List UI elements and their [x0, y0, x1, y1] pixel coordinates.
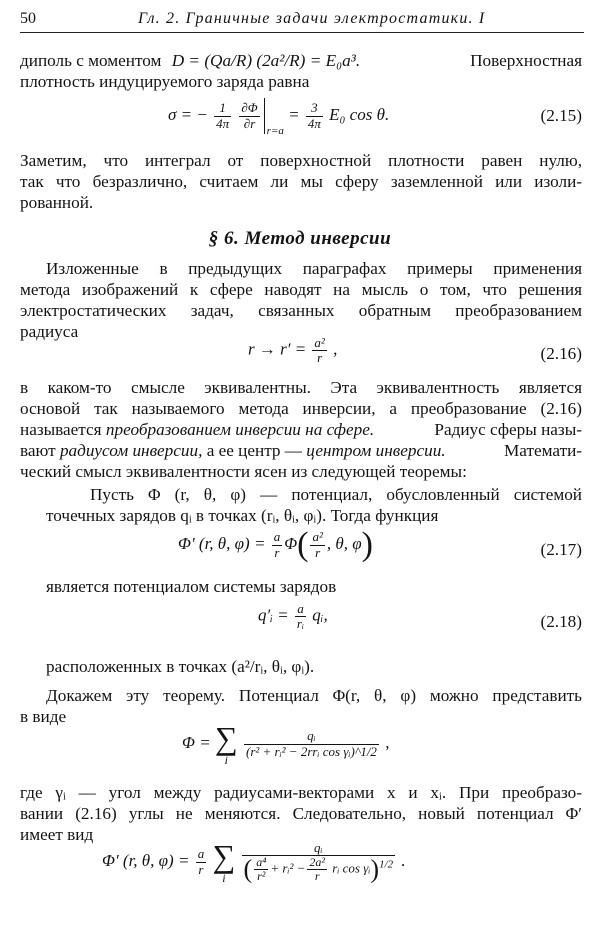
paragraph-line: Докажем эту теорему. Потенциал Φ(r, θ, φ) можно представить: [46, 686, 582, 705]
numerator: ∂Φ: [241, 100, 258, 116]
text-span: а ее центр —: [206, 441, 302, 460]
eq-lhs: Φ′ (r, θ, φ) =: [102, 850, 190, 870]
equals: =: [288, 104, 300, 124]
fraction: [272, 530, 283, 560]
eq-lhs: σ = −: [168, 104, 208, 124]
equation-potential-sum: [182, 722, 389, 766]
numerator: a: [197, 846, 205, 862]
numerator: a⁴: [256, 854, 267, 869]
fraction: [307, 856, 327, 883]
numerator: 3: [306, 101, 323, 116]
eq-lhs: q′ᵢ =: [258, 605, 289, 625]
paragraph-line: плотность индуцируемого заряда равна: [20, 72, 310, 91]
denominator: r: [317, 350, 323, 366]
paragraph-line: где γᵢ — угол между радиусами-векторами x и xᵢ. При преобразо-: [20, 783, 582, 802]
paragraph-line: радиуса: [20, 322, 79, 341]
numerator: a: [273, 529, 281, 545]
eq-tail: ,: [333, 339, 338, 359]
paragraph-line: метода изображений к сфере наводят на мысль о том, что решения: [20, 280, 582, 299]
eval-condition: r=a: [266, 125, 284, 138]
paragraph-line: [20, 419, 582, 441]
sum-index: i: [224, 753, 228, 767]
equation-number: (2.18): [540, 612, 582, 631]
numerator: 2a²: [309, 854, 326, 869]
fraction: [214, 101, 231, 131]
eq-lhs: Φ =: [182, 732, 211, 752]
numerator: a²: [312, 529, 323, 545]
header-rule: [20, 32, 584, 33]
denominator: 4π: [307, 115, 321, 131]
paragraph-line: вании (2.16) углы не меняются. Следовательно, новый потенциал Φ′: [20, 804, 582, 823]
fraction: [239, 101, 259, 131]
paragraph-line: является потенциалом системы зарядов: [46, 577, 337, 596]
section-heading: § 6. Метод инверсии: [208, 228, 392, 249]
paragraph-line: [20, 440, 582, 462]
sum-symbol: [212, 840, 235, 884]
equation-transformed-sum: [102, 840, 406, 884]
running-header: [20, 8, 582, 32]
numerator: 1: [214, 101, 231, 116]
term-italic: радиусом инверсии,: [59, 441, 203, 460]
fraction: [310, 530, 324, 560]
eq-lhs: r → r′ =: [248, 339, 307, 359]
paragraph-line: в каком-то смысле эквивалентны. Эта эквивалентность является: [20, 378, 582, 397]
fraction: [306, 101, 323, 131]
eq-term: + rᵢ² −: [270, 860, 306, 876]
eq-args: , θ, φ: [326, 533, 362, 553]
phi-symbol: Φ: [284, 533, 298, 553]
text-span: Радиус сферы назы-: [434, 420, 582, 439]
denominator: ( $\frac{\text{a⁴}}{\text{r²}}$ + rᵢ² − $\frac{\text{2a²}}{r}$ rᵢ cos γᵢ)$^{1/2}$: [243, 854, 394, 884]
numerator: a: [295, 602, 306, 617]
text-span: Поверхностная: [470, 51, 582, 70]
eq-term: rᵢ cos γᵢ: [332, 860, 371, 876]
numerator: qᵢ: [242, 841, 396, 856]
chapter-title: Гл. 2. Граничные задачи электростатики. I: [138, 10, 486, 27]
sigma: ∑: [214, 720, 238, 756]
equation-2-17: Φ′ (r, θ, φ) = $\frac{a}{r}$ Φ( $\frac{\text{a²}}{r}$ , θ, φ): [178, 526, 373, 563]
theorem-line: точечных зарядов qᵢ в точках (rᵢ, θᵢ, φᵢ). Тогда функция: [46, 506, 439, 525]
paragraph-line: в виде: [20, 707, 67, 726]
denominator: r: [274, 544, 280, 560]
equation-number: (2.16): [540, 344, 582, 363]
paragraph-line: ческий смысл эквивалентности ясен из следующей теоремы:: [20, 462, 467, 481]
denominator: r: [315, 544, 321, 560]
paragraph-line: расположенных в точках (a²/rᵢ, θᵢ, φᵢ).: [46, 657, 315, 676]
eq-tail: .: [401, 850, 406, 870]
fraction: [196, 847, 207, 877]
denominator: rᵢ: [296, 616, 305, 632]
text-span: называется: [20, 420, 102, 439]
denominator: r²: [257, 869, 266, 884]
denominator: r: [198, 861, 204, 877]
denominator: ∂r: [243, 115, 256, 131]
text-span: вают: [20, 441, 56, 460]
equation-number: (2.17): [540, 540, 582, 559]
eq-tail: ,: [385, 732, 390, 752]
fraction: [312, 336, 326, 366]
eq-rhs: qᵢ,: [312, 605, 328, 625]
inline-formula: D = (Qa/R) (2a²/R) = E₀a³.: [171, 51, 361, 70]
fraction: [254, 856, 268, 883]
sigma: ∑: [212, 838, 236, 874]
denominator: (r² + rᵢ² − 2rrᵢ cos γᵢ)^1/2: [245, 743, 377, 759]
numerator: qᵢ: [244, 729, 379, 744]
term-italic: центром инверсии.: [306, 441, 446, 460]
equation-number: (2.15): [540, 106, 582, 125]
fraction: [242, 841, 396, 884]
denominator: r: [314, 869, 320, 884]
paragraph-line: так что безразлично, считаем ли мы сферу заземленной или изоли-: [20, 172, 582, 191]
paragraph-line: имеет вид: [20, 825, 94, 844]
sum-index: i: [222, 871, 226, 885]
fraction: [244, 729, 379, 759]
text-span: Математи-: [504, 441, 582, 460]
term-italic: преобразованием инверсии на сфере.: [105, 420, 375, 439]
equation-2-15: [168, 98, 390, 138]
equation-2-16: [248, 336, 337, 366]
exponent: 1/2: [379, 858, 394, 871]
fraction: [295, 602, 306, 632]
numerator: a²: [314, 335, 325, 350]
paragraph-line: [20, 50, 582, 72]
theorem-line: Пусть Φ (r, θ, φ) — потенциал, обусловленный системой: [90, 485, 582, 504]
paragraph-line: Изложенные в предыдущих параграфах примеры применения: [46, 259, 582, 278]
paragraph-line: рованной.: [20, 193, 94, 212]
eq-rhs: E₀ cos θ.: [329, 104, 390, 124]
eq-lhs: Φ′ (r, θ, φ) =: [178, 533, 266, 553]
page-number: 50: [20, 10, 36, 27]
denominator: 4π: [216, 115, 230, 131]
equation-2-18: [258, 602, 328, 632]
paragraph-line: электростатических задач, связанных обратным преобразованием: [20, 301, 582, 320]
text-span: диполь с моментом: [20, 51, 162, 70]
sum-symbol: [215, 722, 238, 766]
paragraph-line: основой так называемого метода инверсии, а преобразование (2.16): [20, 399, 582, 418]
paragraph-line: Заметим, что интеграл от поверхностной плотности равен нулю,: [20, 151, 582, 170]
